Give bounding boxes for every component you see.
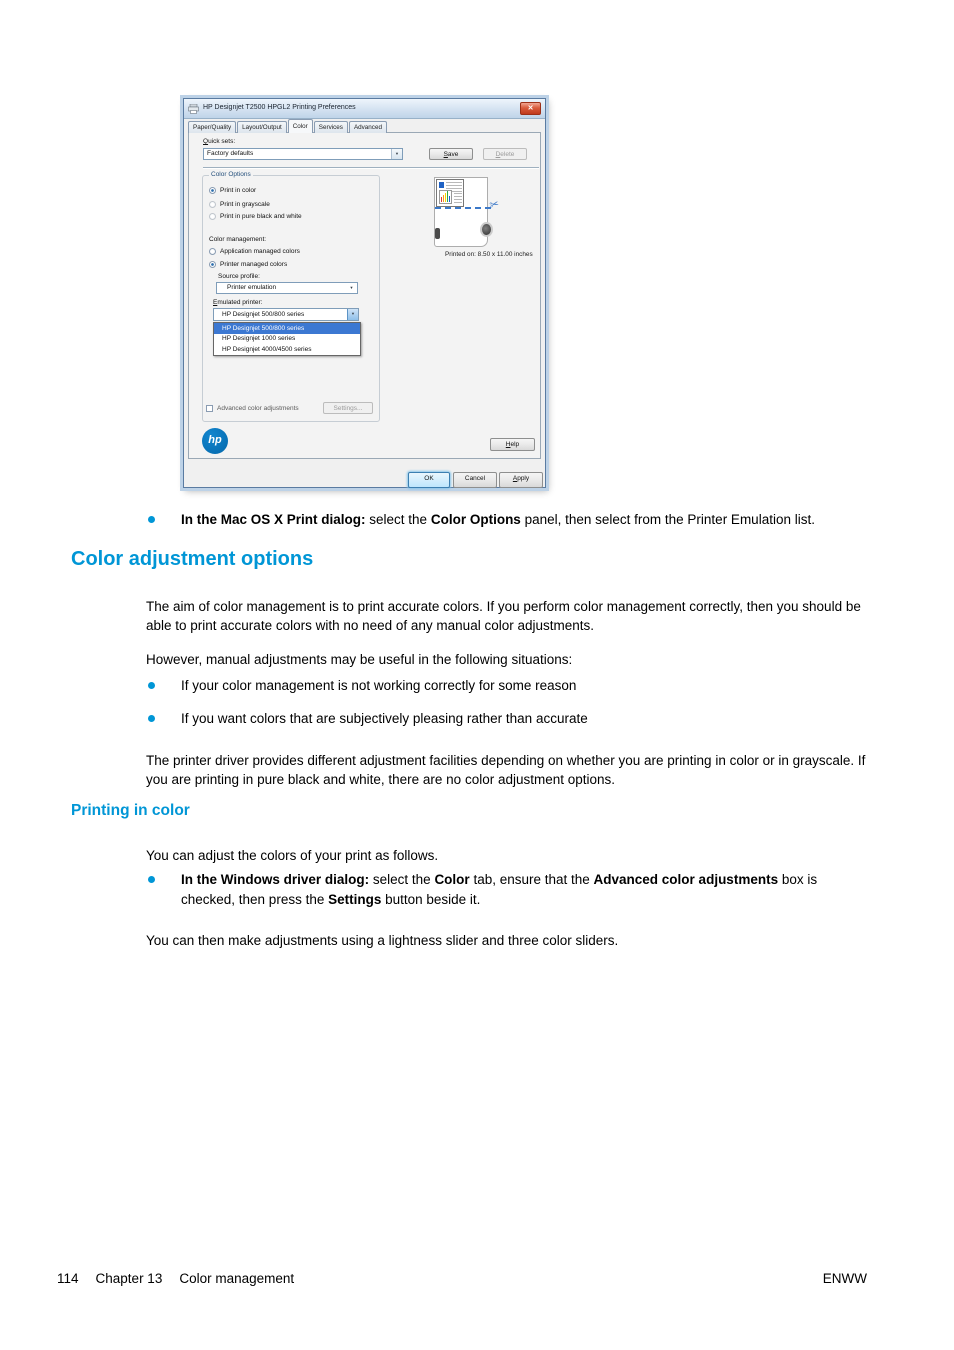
dialog-title: HP Designjet T2500 HPGL2 Printing Preferences xyxy=(203,104,356,112)
list-item xyxy=(148,510,870,530)
list-item-text xyxy=(181,510,815,530)
bullet-icon xyxy=(148,682,155,689)
preview-chart xyxy=(439,190,452,204)
bold-text: In the Mac OS X Print dialog: xyxy=(181,512,366,527)
paragraph: You can then make adjustments using a lightness slider and three color sliders. xyxy=(146,932,619,948)
advanced-color-adjustments-checkbox[interactable] xyxy=(206,405,299,413)
text: panel, then select from the Printer Emulation list. xyxy=(520,512,815,527)
radio-label: Printer managed colors xyxy=(220,261,288,268)
bullet-icon xyxy=(148,876,155,883)
emulated-printer-value: HP Designjet 500/800 series xyxy=(222,310,305,318)
bold-text: Color Options xyxy=(430,512,521,527)
print-preview xyxy=(434,177,488,247)
tab-layout-output[interactable]: Layout/Output xyxy=(237,121,287,133)
text: tab, ensure that the xyxy=(469,872,594,887)
list-item-text: If you want colors that are subjectively pleasing rather than accurate xyxy=(181,711,588,726)
separator xyxy=(203,167,539,169)
radio-selected-icon xyxy=(209,261,216,268)
paragraph: However, manual adjustments may be useful in the following situations: xyxy=(146,651,573,667)
tab-paper-quality[interactable]: Paper/Quality xyxy=(188,121,236,133)
bold-text: Color xyxy=(434,872,470,887)
printer-icon xyxy=(188,104,199,114)
text: select the xyxy=(365,512,431,527)
chart-bar xyxy=(449,196,450,202)
tab-strip xyxy=(188,119,388,133)
radio-label: Application managed colors xyxy=(220,248,300,255)
list-item-text xyxy=(181,870,870,910)
bullet-icon xyxy=(148,516,155,523)
save-button[interactable]: Save xyxy=(429,148,473,160)
chart-bar xyxy=(441,197,442,202)
tab-advanced[interactable]: Advanced xyxy=(349,121,387,133)
quick-sets-label: Quick sets: xyxy=(203,138,236,145)
tab-services[interactable]: Services xyxy=(314,121,348,133)
scissors-icon: ✂ xyxy=(488,198,501,213)
radio-printer-managed-colors[interactable] xyxy=(209,261,287,269)
list-item xyxy=(148,709,870,729)
dropdown-option[interactable]: HP Designjet 4000/4500 series xyxy=(222,346,312,354)
tab-color[interactable]: Color xyxy=(288,119,313,133)
printing-preferences-dialog xyxy=(183,98,546,488)
help-button[interactable]: Help xyxy=(490,438,535,451)
chevron-down-icon: ▼ xyxy=(349,285,354,290)
close-button[interactable] xyxy=(520,102,541,115)
region-code: ENWW xyxy=(822,1271,867,1286)
radio-icon xyxy=(209,201,216,208)
checkbox-icon xyxy=(206,405,213,412)
chart-bar xyxy=(447,191,448,202)
text: select the xyxy=(369,872,435,887)
radio-label: Print in grayscale xyxy=(220,201,270,208)
radio-label: Print in color xyxy=(220,187,257,194)
preview-caption: Printed on: 8.50 x 11.00 inches xyxy=(445,251,533,258)
dropdown-option[interactable]: HP Designjet 500/800 series xyxy=(214,323,360,334)
radio-print-in-pure-black-and-white[interactable] xyxy=(209,213,302,221)
checkbox-label: Advanced color adjustments xyxy=(217,405,299,412)
hp-logo-text: hp xyxy=(208,434,222,447)
text: button beside it. xyxy=(381,891,481,907)
radio-label: Print in pure black and white xyxy=(220,213,302,220)
roll-end-left xyxy=(435,228,440,239)
source-profile-select[interactable] xyxy=(216,282,358,294)
section-title: Color adjustment options xyxy=(71,548,314,570)
cancel-button[interactable]: Cancel xyxy=(453,472,497,488)
page-number: 114 xyxy=(57,1271,79,1286)
hp-logo xyxy=(202,428,228,454)
radio-icon xyxy=(209,213,216,220)
quick-sets-value: Factory defaults xyxy=(207,150,254,158)
color-management-label: Color management: xyxy=(209,236,267,243)
bold-text: In the Windows driver dialog: xyxy=(181,872,370,887)
page-footer xyxy=(57,1271,311,1286)
emulated-printer-label: Emulated printer: xyxy=(213,299,263,306)
ok-button[interactable]: OK xyxy=(408,472,450,488)
radio-print-in-color[interactable] xyxy=(209,187,256,195)
list-item-text: If your color management is not working correctly for some reason xyxy=(181,678,577,693)
paragraph: The aim of color management is to print accurate colors. If you perform color management correctly, then you should be able to print accurate colors with no need of any manual color adjustments. xyxy=(146,598,861,634)
chart-bar xyxy=(445,193,446,202)
close-icon: ✕ xyxy=(527,105,534,112)
dialog-titlebar[interactable] xyxy=(184,99,545,119)
text: box is checked, then press the xyxy=(181,872,818,907)
bold-text: Settings xyxy=(328,891,382,907)
color-options-group-label: Color Options xyxy=(211,171,251,178)
chevron-down-icon: ▼ xyxy=(347,309,358,320)
quick-sets-select[interactable] xyxy=(203,148,403,160)
source-profile-label: Source profile: xyxy=(218,273,260,280)
chapter-title: Color management xyxy=(179,1271,295,1286)
dropdown-option[interactable]: HP Designjet 1000 series xyxy=(222,335,296,343)
paragraph: The printer driver provides different adjustment facilities depending on whether you are printing in color or in grayscale. If you are printing in pure black and white, there are no color adjustment options. xyxy=(146,752,866,788)
radio-print-in-grayscale[interactable] xyxy=(209,201,270,209)
list-item xyxy=(148,870,870,910)
radio-icon xyxy=(209,248,216,255)
document-logo-block xyxy=(439,182,444,188)
cut-line xyxy=(435,207,491,209)
emulated-printer-dropdown xyxy=(213,322,361,356)
chevron-down-icon: ▼ xyxy=(391,149,402,159)
color-tab-page xyxy=(188,132,541,459)
bullet-icon xyxy=(148,715,155,722)
bold-text: Advanced color adjustments xyxy=(593,872,779,887)
subsection-title: Printing in color xyxy=(71,802,190,819)
source-profile-value: Printer emulation xyxy=(227,284,277,292)
list-item xyxy=(148,676,870,696)
chart-bar xyxy=(443,195,444,202)
radio-selected-icon xyxy=(209,187,216,194)
chapter-label: Chapter 13 xyxy=(95,1271,163,1286)
emulated-printer-select[interactable] xyxy=(213,308,359,321)
roll-end-right xyxy=(480,222,493,237)
radio-application-managed-colors[interactable] xyxy=(209,248,300,256)
apply-button[interactable]: Apply xyxy=(499,472,543,488)
paragraph: You can adjust the colors of your print as follows. xyxy=(146,847,439,863)
settings-button[interactable]: Settings... xyxy=(323,402,373,414)
preview-document-thumbnail xyxy=(436,179,464,207)
document-text-lines xyxy=(454,193,462,204)
delete-button[interactable]: Delete xyxy=(483,148,527,160)
